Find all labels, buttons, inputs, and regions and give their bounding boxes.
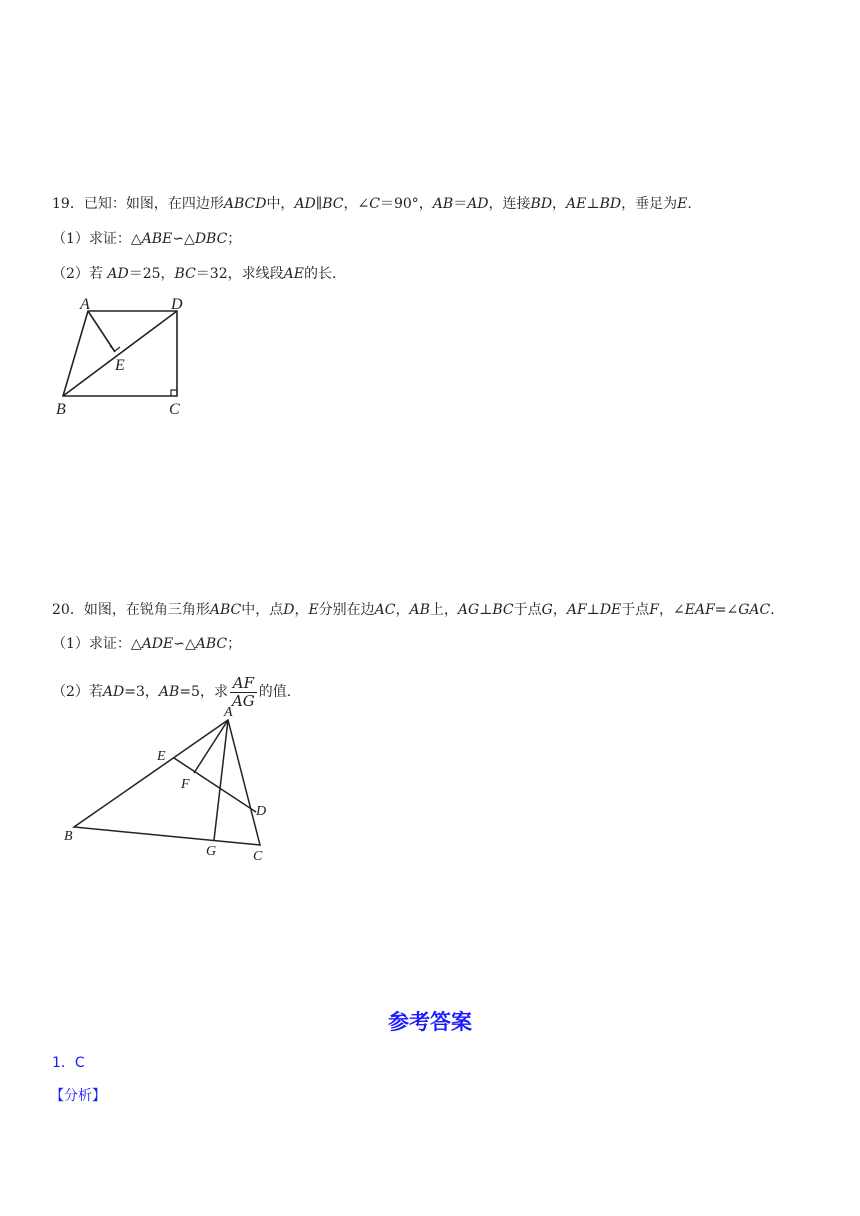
- label-a: A: [80, 296, 90, 313]
- label-a: A: [224, 705, 233, 720]
- q19-part-1: （1）求证：△ABE∽△DBC；: [52, 231, 242, 247]
- answer-heading: 参考答案: [388, 1010, 472, 1034]
- label-c: C: [253, 849, 263, 864]
- triangle-abc: [74, 720, 260, 845]
- label-f: F: [181, 777, 190, 792]
- label-b: B: [56, 401, 66, 418]
- q20-stem: 20．如图，在锐角三角形ABC中，点D，E分别在边AC，AB上，AG⊥BC于点G，AF⊥DE于点F，∠EAF=∠GAC.: [52, 602, 775, 618]
- label-e: E: [157, 749, 166, 764]
- q19-part-2: （2）若 AD＝25，BC＝32，求线段AE的长．: [52, 266, 346, 282]
- analysis-tag: 【分析】: [50, 1088, 106, 1104]
- q20-part-2: （2）若AD=3，AB=5，求 $\frac{AF}{AG}$ 的值.: [52, 673, 292, 710]
- label-d: D: [171, 296, 183, 313]
- q19-stem: 19．已知：如图，在四边形ABCD中，AD∥BC，∠C＝90°，AB＝AD，连接BD，AE⊥BD，垂足为E.: [52, 196, 692, 212]
- q20-part-1: （1）求证：△ADE∽△ABC；: [52, 636, 242, 652]
- answer-item-1: 1．C: [52, 1055, 85, 1071]
- fraction-af-over-ag: $\frac{AF}{AG}$: [231, 673, 255, 710]
- label-e: E: [115, 357, 125, 374]
- label-b: B: [64, 829, 73, 844]
- label-d: D: [256, 804, 267, 819]
- label-g: G: [206, 844, 217, 859]
- label-c: C: [169, 401, 180, 418]
